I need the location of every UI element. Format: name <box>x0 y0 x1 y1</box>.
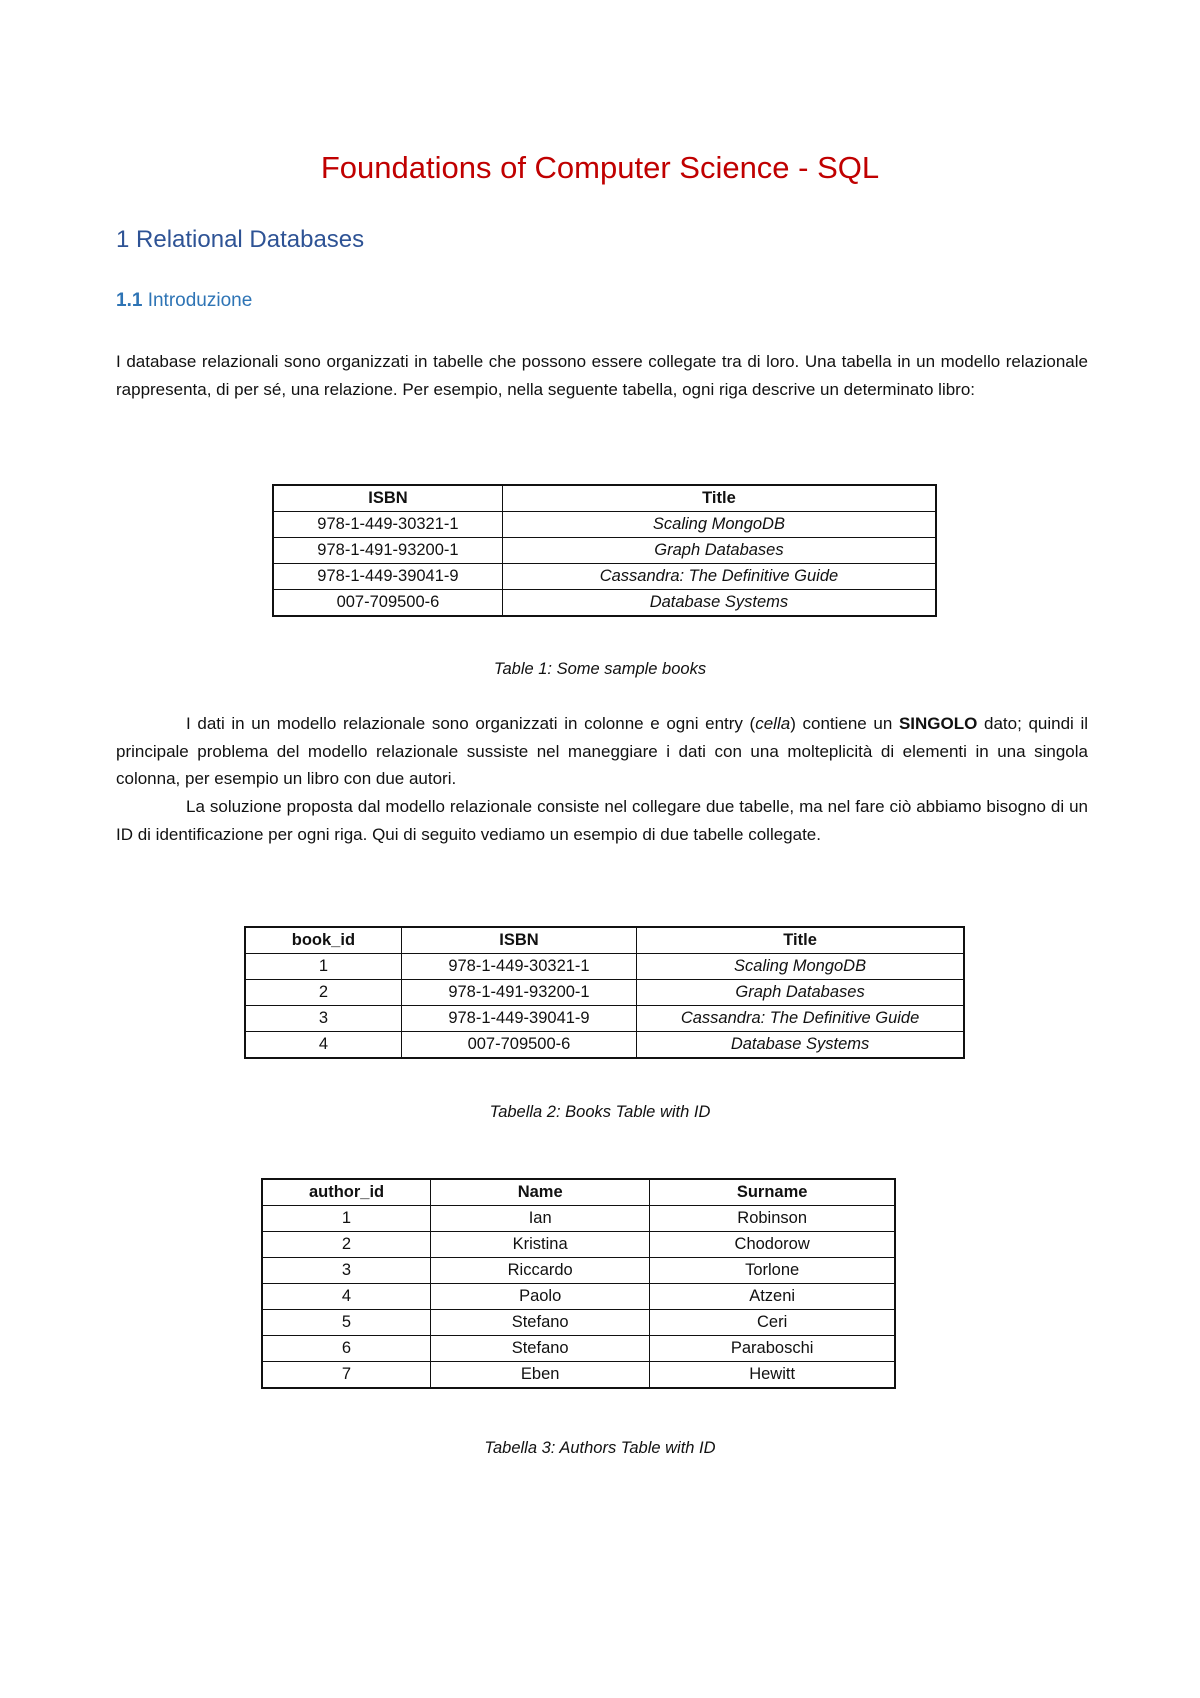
table2-caption: Tabella 2: Books Table with ID <box>489 1103 711 1121</box>
document-title: Foundations of Computer Science - SQL <box>320 150 880 185</box>
title-cell: Graph Databases <box>502 538 936 564</box>
table-header-row <box>273 485 936 512</box>
isbn-cell: 978-1-449-39041-9 <box>401 1006 636 1032</box>
name-cell: Eben <box>431 1362 650 1389</box>
table-row <box>262 1310 895 1336</box>
column-header: book_id <box>245 927 401 954</box>
title-cell: Cassandra: The Definitive Guide <box>502 564 936 590</box>
surname-cell: Paraboschi <box>650 1336 895 1362</box>
author-id-cell: 2 <box>262 1232 431 1258</box>
paragraph-text: I dati in un modello relazionale sono organizzati in colonne e ogni entry ( <box>186 714 756 733</box>
table-row <box>245 954 964 980</box>
column-header: Surname <box>650 1179 895 1206</box>
table-row <box>273 512 936 538</box>
column-header: Name <box>431 1179 650 1206</box>
title-cell: Graph Databases <box>637 980 964 1006</box>
intro-paragraph: I database relazionali sono organizzati in tabelle che possono essere collegate tra di loro. Una tabella in un modello relazionale rappresenta, di per sé, una relazione. Per esempio, nella seguente tabella, ogni riga descrive un determinato libro: <box>116 352 1088 399</box>
table-header-row <box>262 1179 895 1206</box>
isbn-cell: 978-1-449-39041-9 <box>273 564 502 590</box>
name-cell: Paolo <box>431 1284 650 1310</box>
table-row <box>262 1232 895 1258</box>
isbn-cell: 978-1-491-93200-1 <box>401 980 636 1006</box>
title-cell: Database Systems <box>637 1032 964 1059</box>
paragraph-text: dato; quindi il principale problema del modello relazionale sussiste nel maneggiare i dati con una molteplicità di elementi in una singola colonna, per esempio un libro con due autori. <box>116 714 1089 788</box>
author-id-cell: 5 <box>262 1310 431 1336</box>
table-row <box>273 538 936 564</box>
sample-books-table <box>272 484 937 617</box>
table-row <box>262 1206 895 1232</box>
book-id-cell: 2 <box>245 980 401 1006</box>
title-cell: Scaling MongoDB <box>637 954 964 980</box>
book-id-cell: 1 <box>245 954 401 980</box>
name-cell: Riccardo <box>431 1258 650 1284</box>
table-row <box>262 1284 895 1310</box>
table-row <box>245 980 964 1006</box>
table-row <box>273 564 936 590</box>
surname-cell: Robinson <box>650 1206 895 1232</box>
name-cell: Kristina <box>431 1232 650 1258</box>
column-header: ISBN <box>273 485 502 512</box>
table-row <box>262 1362 895 1389</box>
name-cell: Stefano <box>431 1336 650 1362</box>
author-id-cell: 4 <box>262 1284 431 1310</box>
column-header: Title <box>637 927 964 954</box>
title-cell: Database Systems <box>502 590 936 617</box>
column-header: Title <box>502 485 936 512</box>
authors-with-id-table <box>261 1178 896 1389</box>
isbn-cell: 978-1-449-30321-1 <box>401 954 636 980</box>
isbn-cell: 007-709500-6 <box>401 1032 636 1059</box>
author-id-cell: 3 <box>262 1258 431 1284</box>
table-row <box>262 1258 895 1284</box>
surname-cell: Ceri <box>650 1310 895 1336</box>
table3-caption: Tabella 3: Authors Table with ID <box>484 1439 716 1457</box>
data-paragraph <box>116 710 1088 793</box>
author-id-cell: 1 <box>262 1206 431 1232</box>
paragraph-text: ) contiene un <box>790 714 899 733</box>
table-row <box>245 1032 964 1059</box>
author-id-cell: 7 <box>262 1362 431 1389</box>
isbn-cell: 007-709500-6 <box>273 590 502 617</box>
strong-text: SINGOLO <box>898 714 978 733</box>
subsection-title: Introduzione <box>147 290 253 311</box>
book-id-cell: 3 <box>245 1006 401 1032</box>
surname-cell: Atzeni <box>650 1284 895 1310</box>
table-row <box>262 1336 895 1362</box>
table-row <box>245 1006 964 1032</box>
table1-caption: Table 1: Some sample books <box>493 660 707 678</box>
emphasis-text: cella <box>755 714 791 733</box>
table-row <box>273 590 936 617</box>
surname-cell: Hewitt <box>650 1362 895 1389</box>
author-id-cell: 6 <box>262 1336 431 1362</box>
books-with-id-table <box>244 926 965 1059</box>
name-cell: Ian <box>431 1206 650 1232</box>
subsection-heading <box>116 288 252 314</box>
isbn-cell: 978-1-491-93200-1 <box>273 538 502 564</box>
section-heading: 1 Relational Databases <box>116 226 365 253</box>
solution-paragraph: La soluzione proposta dal modello relazionale consiste nel collegare due tabelle, ma nel fare ciò abbiamo bisogno di un ID di identificazione per ogni riga. Qui di seguito vediamo un esempio di due tabelle collegate. <box>116 797 1088 844</box>
book-id-cell: 4 <box>245 1032 401 1059</box>
column-header: author_id <box>262 1179 431 1206</box>
title-cell: Cassandra: The Definitive Guide <box>637 1006 964 1032</box>
subsection-number: 1.1 <box>116 290 143 311</box>
title-cell: Scaling MongoDB <box>502 512 936 538</box>
column-header: ISBN <box>401 927 636 954</box>
surname-cell: Chodorow <box>650 1232 895 1258</box>
surname-cell: Torlone <box>650 1258 895 1284</box>
table-header-row <box>245 927 964 954</box>
name-cell: Stefano <box>431 1310 650 1336</box>
isbn-cell: 978-1-449-30321-1 <box>273 512 502 538</box>
